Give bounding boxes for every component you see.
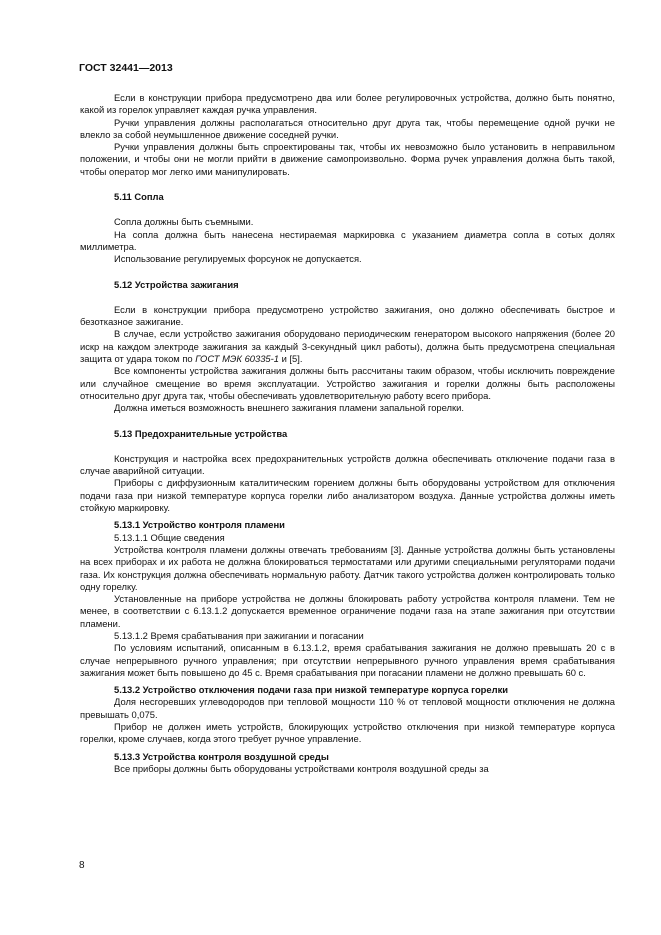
- subsection-title: 5.13.1.1 Общие сведения: [114, 531, 225, 543]
- section-heading-5-13-1: 5.13.1 Устройство контроля пламени: [114, 519, 285, 531]
- paragraph: Ручки управления должны быть спроектированы так, чтобы их невозможно было установить в неправильном положении, и чтобы они не могли прийти в движение самопроизвольно. Форма ручек управления должна быть такой, чтобы оператор мог легко ими манипулировать.: [80, 141, 615, 177]
- paragraph: Если в конструкции прибора предусмотрено устройство зажигания, оно должно обеспечивать быстрое и безотказное зажигание.: [80, 303, 615, 328]
- document-code: ГОСТ 32441—2013: [79, 62, 173, 74]
- paragraph: Приборы с диффузионным каталитическим горением должны быть оборудованы устройством для отключения подачи газа при низкой температуре корпуса горелки либо анализатором воздуха. Данные устройства должны иметь стойкую маркировку.: [80, 477, 615, 514]
- paragraph: Сопла должны быть съемными.: [114, 216, 254, 228]
- paragraph: На сопла должна быть нанесена нестираемая маркировка с указанием диаметра сопла в сотых долях миллиметра.: [80, 228, 615, 252]
- section-heading-5-13: 5.13 Предохранительные устройства: [114, 427, 288, 439]
- section-heading-5-11: 5.11 Сопла: [114, 191, 164, 203]
- paragraph: Установленные на приборе устройства не должны блокировать работу устройства контроля пламени. Тем не менее, в соответствии с 6.13.1.2 допускается временное ограничение подачи газа на этапе зажигания при отсутствии пламени.: [80, 593, 615, 629]
- subsection-title: 5.13.1.2 Время срабатывания при зажигании и погасании: [114, 629, 364, 641]
- section-heading-5-12: 5.12 Устройства зажигания: [114, 278, 239, 290]
- paragraph: Использование регулируемых форсунок не допускается.: [114, 253, 362, 265]
- section-heading-5-13-3: 5.13.3 Устройства контроля воздушной среды: [114, 750, 329, 762]
- paragraph: Устройства контроля пламени должны отвечать требованиям [3]. Данные устройства должны быть установлены на всех приборах и их работа не должна блокироваться термостатами или другими специальными регуляторами подачи газа. Их конструкция должна обеспечивать нормальную работу. Датчик такого устройства должен контролировать только одну горелку.: [80, 543, 615, 592]
- page-number: 8: [79, 860, 85, 871]
- standard-reference: ГОСТ МЭК 60335-1: [195, 353, 279, 365]
- paragraph: Прибор не должен иметь устройств, блокирующих устройство отключения при низкой температуре корпуса горелки, кроме случаев, когда этого требует ручное управление.: [80, 721, 615, 745]
- paragraph: Конструкция и настройка всех предохранительных устройств должна обеспечивать отключение подачи газа в случае аварийной ситуации.: [80, 452, 615, 477]
- paragraph: Ручки управления должны располагаться относительно друг друга так, чтобы перемещение одной ручки не влекло за собой неумышленное движение соседней ручки.: [80, 116, 615, 140]
- paragraph: Доля несгоревших углеводородов при тепловой мощности 110 % от тепловой мощности отключения не должна превышать 0,075.: [80, 696, 615, 720]
- paragraph: Все приборы должны быть оборудованы устройствами контроля воздушной среды за: [114, 762, 489, 774]
- document-body: [80, 92, 615, 775]
- paragraph: Должна иметься возможность внешнего зажигания пламени запальной горелки.: [114, 402, 464, 414]
- paragraph: Все компоненты устройства зажигания должны быть рассчитаны таким образом, чтобы исключить повреждение или случайное смещение во время эксплуатации. Устройство зажигания и горелки должны быть расположены относительно друг друга так, чтобы обеспечивать удовлетворительную работу всего прибора.: [80, 365, 615, 401]
- paragraph: По условиям испытаний, описанным в 6.13.1.2, время срабатывания зажигания не должно превышать 20 с в случае непрерывного ручного управления; при отсутствии непрерывного ручного управления время срабатывания зажигания может быть повышено до 45 с. Время срабатывания при погасании пламени не должно превышать 60 с.: [80, 642, 615, 678]
- paragraph: Если в конструкции прибора предусмотрено два или более регулировочных устройства, должно быть понятно, какой из горелок управляет каждая ручка управления.: [80, 92, 615, 116]
- section-heading-5-13-2: 5.13.2 Устройство отключения подачи газа при низкой температуре корпуса горелки: [114, 684, 509, 696]
- paragraph: В случае, если устройство зажигания оборудовано периодическим генератором высокого напряжения (более 20 искр на каждом электроде зажигания за каждый 3-секундный цикл работы), должна быть предусмотрена специальная защита от удара током по ГОСТ МЭК 60335-1 и [5].: [80, 328, 615, 365]
